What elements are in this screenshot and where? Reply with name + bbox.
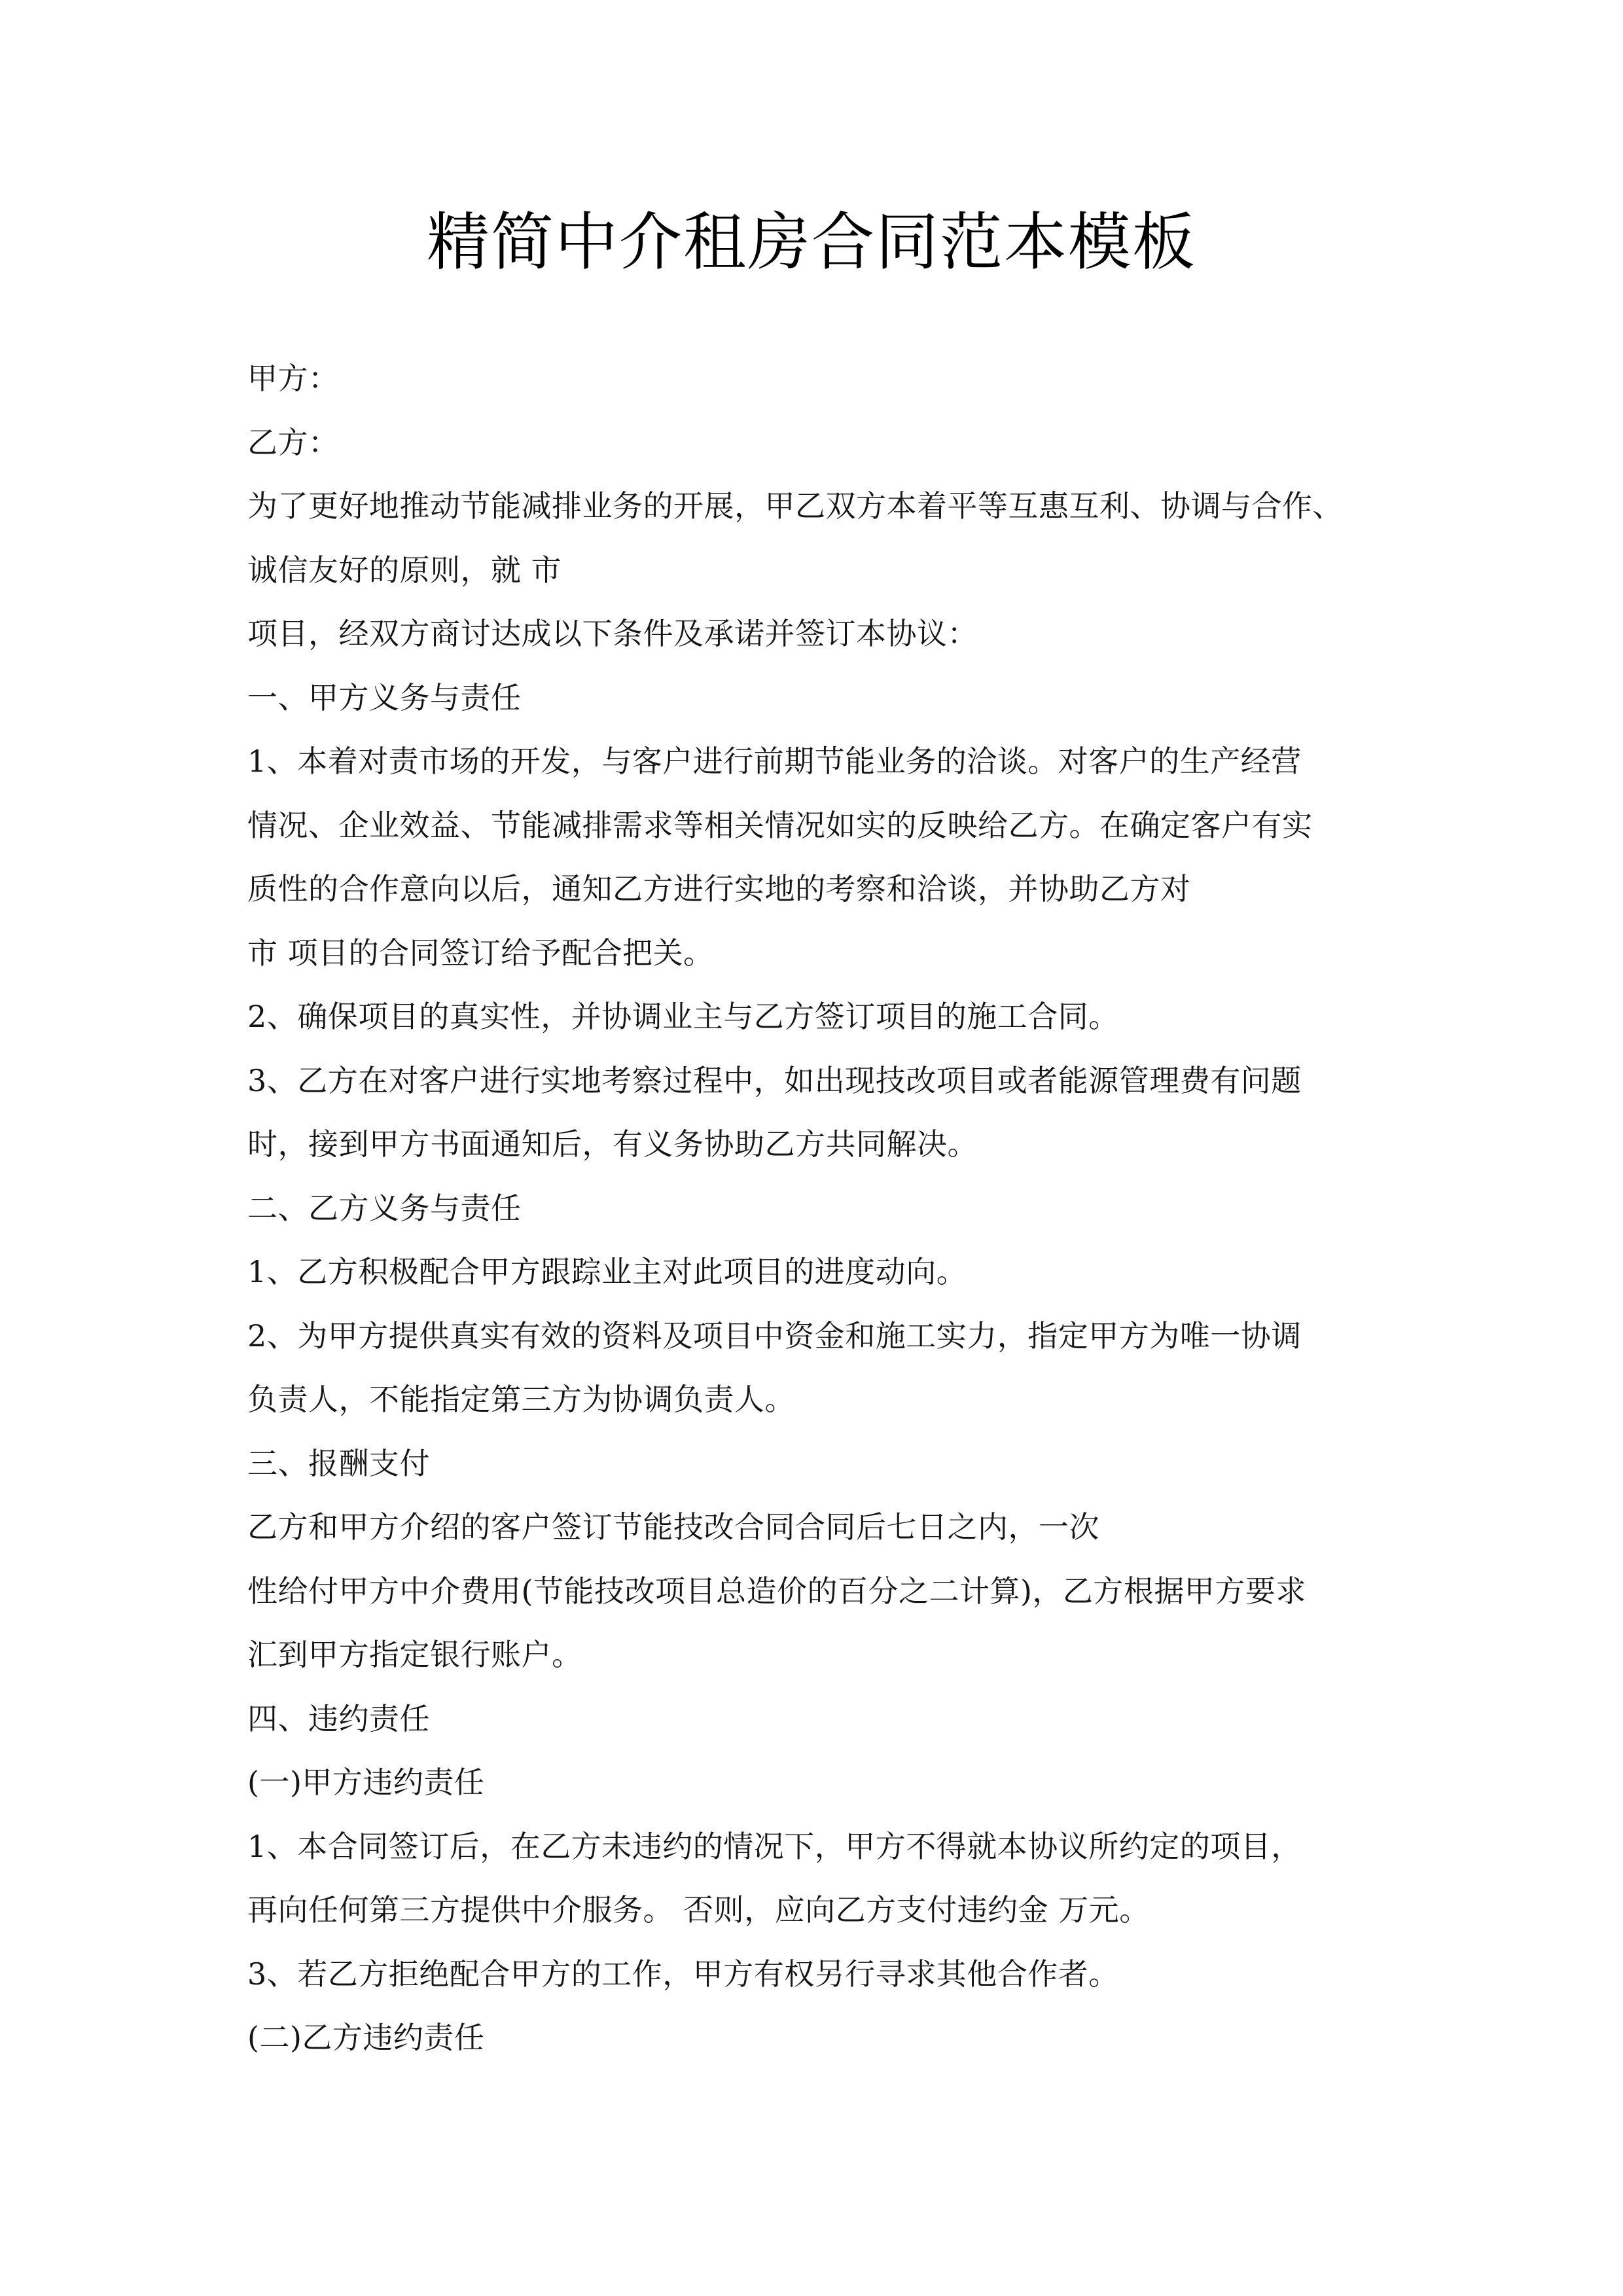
document-title: 精简中介租房合同范本模板 [427,206,1196,279]
paragraph-line: 性给付甲方中介费用(节能技改项目总造价的百分之二计算)，乙方根据甲方要求 [247,1573,1306,1609]
paragraph-line: 3、若乙方拒绝配合甲方的工作，甲方有权另行寻求其他合作者。 [247,1956,1119,1992]
party-b-line: 乙方： [247,424,339,460]
paragraph-line: 汇到甲方指定银行账户。 [247,1637,582,1672]
paragraph-line: 时，接到甲方书面通知后，有义务协助乙方共同解决。 [247,1126,978,1162]
section-heading: 一、甲方义务与责任 [247,679,522,715]
subsection-heading: (二)乙方违约责任 [247,2020,485,2055]
paragraph-line: 负责人，不能指定第三方为协调负责人。 [247,1382,795,1417]
section-heading: 四、违约责任 [247,1700,430,1736]
paragraph-line: 质性的合作意向以后，通知乙方进行实地的考察和洽谈，并协助乙方对 [247,871,1191,906]
paragraph-line: 再向任何第三方提供中介服务。 否则，应向乙方支付违约金 万元。 [247,1892,1150,1928]
paragraph-line: 乙方和甲方介绍的客户签订节能技改合同合同后七日之内，一次 [247,1509,1099,1545]
paragraph-line: 2、确保项目的真实性，并协调业主与乙方签订项目的施工合同。 [247,999,1119,1034]
paragraph-line: 为了更好地推动节能减排业务的开展，甲乙双方本着平等互惠互利、协调与合作、 [247,488,1343,524]
paragraph-line: 1、本合同签订后，在乙方未违约的情况下，甲方不得就本协议所约定的项目， [247,1828,1302,1864]
subsection-heading: (一)甲方违约责任 [247,1765,485,1800]
section-heading: 二、乙方义务与责任 [247,1190,522,1226]
party-a-line: 甲方： [247,361,339,396]
paragraph-line: 3、乙方在对客户进行实地考察过程中，如出现技改项目或者能源管理费有问题 [247,1062,1302,1098]
paragraph-line: 2、为甲方提供真实有效的资料及项目中资金和施工实力，指定甲方为唯一协调 [247,1318,1302,1354]
paragraph-line: 1、本着对责市场的开发，与客户进行前期节能业务的洽谈。对客户的生产经营 [247,744,1302,779]
document-body [247,347,1386,2070]
paragraph-line: 情况、企业效益、节能减排需求等相关情况如实的反映给乙方。在确定客户有实 [247,807,1313,843]
section-heading: 三、报酬支付 [247,1445,430,1481]
paragraph-line: 项目，经双方商讨达成以下条件及承诺并签订本协议： [247,616,978,651]
paragraph-line: 市 项目的合同签订给予配合把关。 [247,935,714,971]
paragraph-line: 诚信友好的原则，就 市 [247,552,562,588]
paragraph-line: 1、乙方积极配合甲方跟踪业主对此项目的进度动向。 [247,1254,967,1289]
